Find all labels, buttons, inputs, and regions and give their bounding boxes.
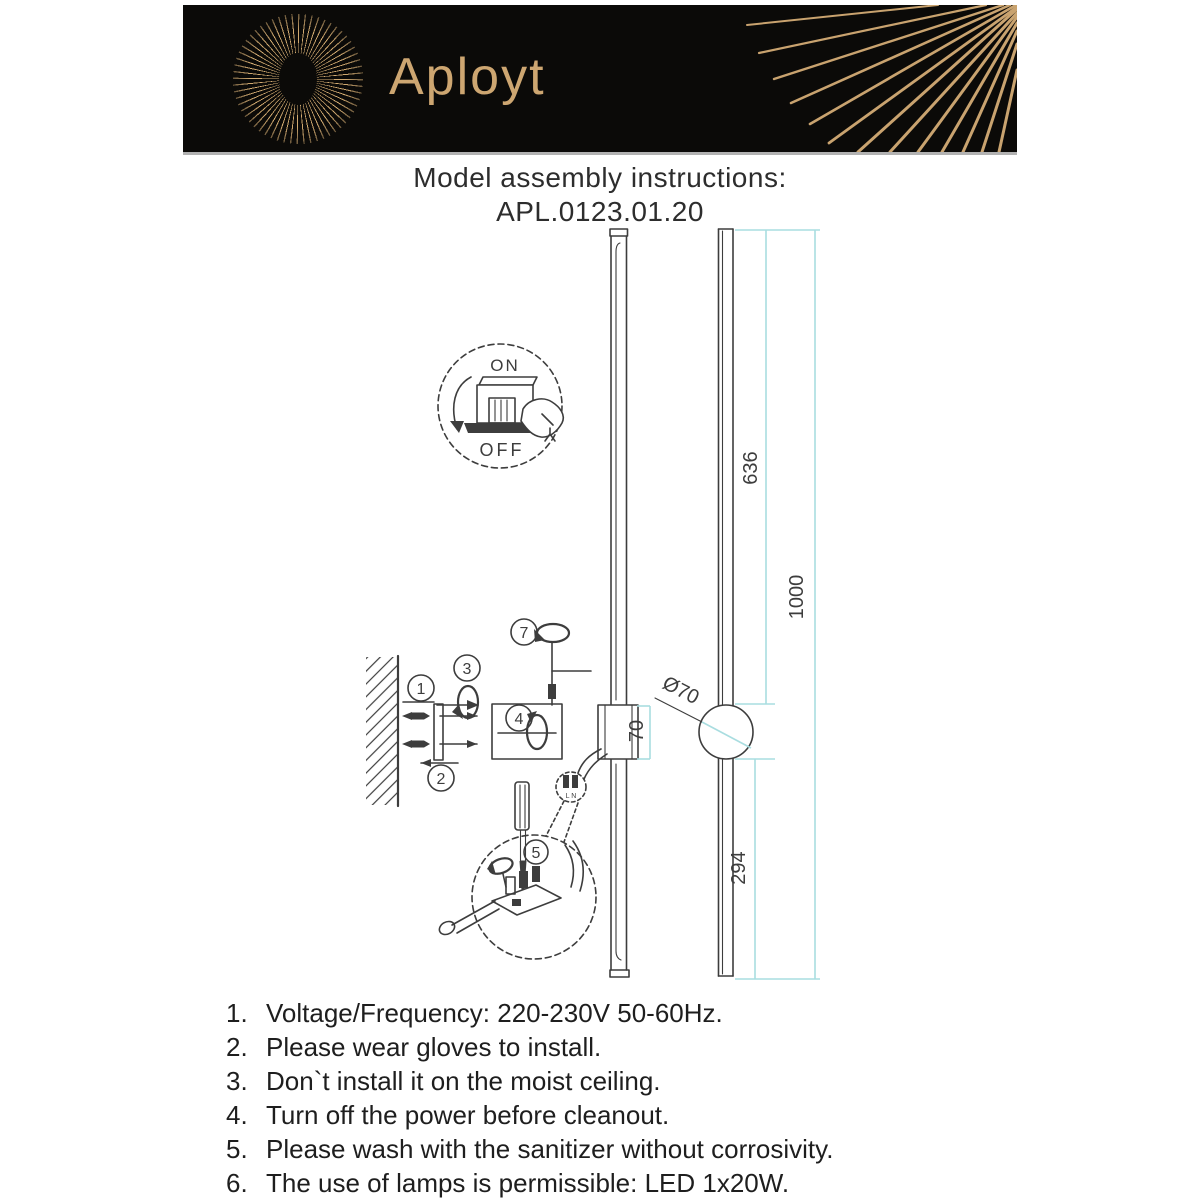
wiring-detail [437,782,596,959]
item-text: Turn off the power before cleanout. [266,1100,670,1130]
svg-text:7: 7 [519,625,529,642]
instruction-item [226,1030,1086,1064]
item-number: 4. [226,1100,248,1130]
ball-diameter-label: Ø70 [658,672,703,710]
instruction-list [226,996,1086,1200]
junction-box [492,704,562,759]
item-text: Voltage/Frequency: 220-230V 50-60Hz. [266,998,723,1028]
svg-text:L N: L N [565,793,577,800]
model-number: APL.0123.01.20 [496,196,704,227]
dimension-1000: 1000 [786,574,808,620]
wall-hatch [366,656,398,806]
item-text: The use of lamps is permissible: LED 1x20W. [266,1168,790,1198]
page-title: Model assembly instructions: [413,162,787,193]
instruction-item [226,1166,1086,1200]
dimension-636: 636 [740,451,762,485]
terminal-connector [546,772,586,842]
step-1-marker [403,675,434,702]
instruction-item [226,1064,1086,1098]
screw-icon [402,712,477,720]
svg-text:4: 4 [514,711,524,728]
lamp-side-view [610,229,629,977]
step-2-marker [421,759,458,791]
mount-ball [699,705,753,759]
off-label: OFF [479,440,525,460]
svg-text:1: 1 [416,681,426,698]
brand-name: Aployt [389,48,546,106]
screw-icon [402,740,477,748]
svg-text:5: 5 [531,845,541,862]
dimension-294: 294 [728,851,750,885]
instruction-item [226,1132,1086,1166]
item-number: 2. [226,1032,248,1062]
svg-text:3: 3 [462,661,472,678]
step-7-marker [511,619,591,705]
instruction-item [226,1098,1086,1132]
item-number: 1. [226,998,248,1028]
terminal-block [492,885,561,915]
item-text: Don`t install it on the moist ceiling. [266,1066,661,1096]
instruction-item [226,996,1086,1030]
item-text: Please wash with the sanitizer without corrosivity. [266,1134,834,1164]
power-switch-detail [438,344,563,468]
item-number: 5. [226,1134,248,1164]
item-number: 6. [226,1168,248,1198]
item-text: Please wear gloves to install. [266,1032,602,1062]
on-label: ON [490,356,520,375]
mounting-plate [434,704,443,760]
dimension-70: 70 [626,719,648,743]
item-number: 3. [226,1066,248,1096]
svg-text:2: 2 [436,771,446,788]
